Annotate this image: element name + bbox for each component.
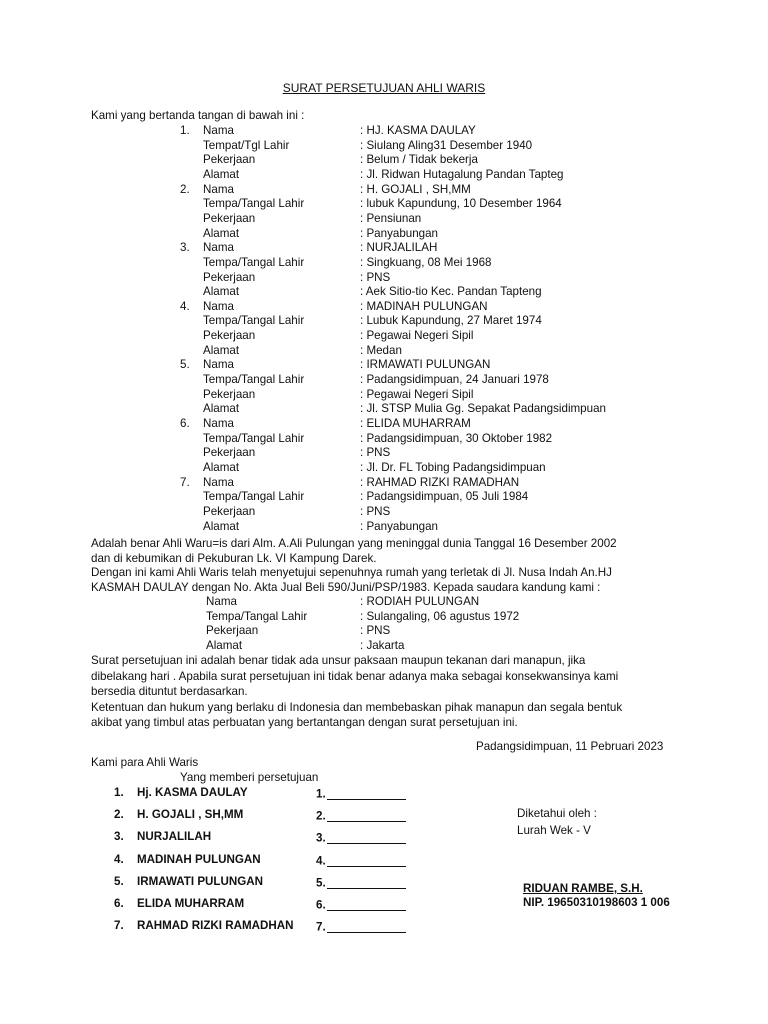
field-value: : ELIDA MUHARRAM [360,417,471,430]
field-label: Pekerjaan [203,270,256,284]
field-label: Pekerjaan [203,211,256,225]
official-title: Lurah Wek - V [517,824,591,837]
field-value: : Lubuk Kapundung, 27 Maret 1974 [360,314,542,328]
field-label: Nama [203,417,234,430]
paragraph-line: dibelakang hari . Apabila surat persetujuan ini tidak benar adanya maka sebagai konsekwansinya kami [91,669,619,683]
heir-number: 6. [180,417,190,430]
signatory-number: 6. [114,897,124,910]
field-label: Nama [206,595,237,608]
signature-number: 1. [316,787,326,801]
heir-number: 2. [180,182,190,196]
field-label: Alamat [203,226,240,240]
field-label: Nama [203,299,234,313]
paragraph-line: bersedia dituntut berdasarkan. [91,685,248,698]
signatory-number: 7. [114,919,124,933]
field-value: : Panyabungan [360,519,439,533]
signature-line [327,809,406,822]
field-label: Pekerjaan [206,624,259,638]
field-value: : RAHMAD RIZKI RAMADHAN [360,475,520,489]
field-value: : Padangsidimpuan, 05 Juli 1984 [360,490,529,504]
signature-line [327,854,406,867]
heirs-caption: Kami para Ahli Waris [91,756,199,769]
signature-slot [316,809,406,822]
signature-line [327,898,406,911]
field-label: Nama [203,124,234,137]
field-label: Alamat [206,638,243,652]
field-value: : Panyabungan [360,226,439,240]
field-value: : NURJALILAH [360,241,438,255]
signature-line [327,787,406,800]
signatory-number: 5. [114,874,124,888]
field-value: : Jl. STSP Mulia Gg. Sepakat Padangsidimpuan [360,402,606,416]
field-value: : Medan [360,343,402,357]
signature-slot [316,854,406,867]
field-value: : Siulang Aling31 Desember 1940 [360,138,533,152]
signature-number: 7. [316,920,326,934]
official-nip: NIP. 19650310198603 1 006 [523,896,670,909]
field-label: Pekerjaan [203,387,256,401]
field-label: Tempa/Tangal Lahir [203,490,305,504]
heir-number: 7. [180,475,190,489]
paragraph-line: dan di kebumikan di Pekuburan Lk. VI Kampung Darek. [91,551,377,565]
official-name: RIDUAN RAMBE, S.H. [523,882,643,895]
field-value: : MADINAH PULUNGAN [360,299,488,313]
field-value: : Sulangaling, 06 agustus 1972 [360,609,520,623]
paragraph-line: Adalah benar Ahli Waru=is dari Alm. A.Ali Pulungan yang meninggal dunia Tanggal 16 Desember 2002 [91,537,617,550]
signatory-name: NURJALILAH [137,830,212,844]
signature-number: 5. [316,876,326,890]
field-value: : Jakarta [360,638,405,652]
field-value: : RODIAH PULUNGAN [360,595,480,608]
field-label: Tempa/Tangal Lahir [203,373,305,387]
field-value: : HJ. KASMA DAULAY [360,124,476,137]
signature-number: 3. [316,831,326,845]
signatory-name: ELIDA MUHARRAM [137,897,245,910]
field-value: : Pensiunan [360,211,422,225]
paragraph-line: Surat persetujuan ini adalah benar tidak ada unsur paksaan maupun tekanan dari manapun, jika [91,654,586,667]
document-title: SURAT PERSETUJUAN AHLI WARIS [282,81,486,95]
field-value: : PNS [360,270,391,284]
field-label: Alamat [203,460,240,474]
signature-slot [316,831,406,844]
field-value: : Singkuang, 08 Mei 1968 [360,255,492,269]
field-label: Pekerjaan [203,446,256,460]
signature-line [327,831,406,844]
paragraph-line: akibat yang timbul atas perbuatan yang bertantangan dengan surat persetujuan ini. [91,716,518,729]
signature-number: 6. [316,898,326,912]
signature-line [327,920,406,933]
field-value: : PNS [360,504,391,518]
field-label: Pekerjaan [203,153,256,167]
field-value: : Jl. Ridwan Hutagalung Pandan Tapteg [360,167,564,181]
field-value: : lubuk Kapundung, 10 Desember 1964 [360,197,562,211]
signature-slot [316,920,406,933]
known-by-label: Diketahui oleh : [517,807,597,820]
signature-number: 2. [316,809,326,823]
field-label: Pekerjaan [203,329,256,343]
heir-number: 4. [180,299,190,313]
field-value: : H. GOJALI , SH,MM [360,182,471,196]
field-value: : Padangsidimpuan, 30 Oktober 1982 [360,431,553,445]
field-label: Alamat [203,285,240,299]
signatory-name: Hj. KASMA DAULAY [137,786,248,799]
signatory-name: RAHMAD RIZKI RAMADHAN [137,919,294,933]
field-label: Pekerjaan [203,504,256,518]
field-label: Alamat [203,402,240,416]
field-value: : Padangsidimpuan, 24 Januari 1978 [360,373,549,387]
consent-caption: Yang memberi persetujuan [180,771,319,784]
heir-number: 5. [180,358,190,372]
signatory-name: IRMAWATI PULUNGAN [137,874,264,888]
field-value: : PNS [360,624,391,638]
field-label: Tempa/Tangal Lahir [206,609,308,623]
field-value: : Jl. Dr. FL Tobing Padangsidimpuan [360,460,546,474]
heir-number: 3. [180,241,190,255]
heir-number: 1. [180,124,190,137]
field-label: Tempat/Tgl Lahir [203,138,290,152]
field-label: Tempa/Tangal Lahir [203,431,305,445]
signatory-number: 2. [114,808,124,822]
field-value: : Aek Sitio-tio Kec. Pandan Tapteng [360,285,542,299]
signature-slot [316,787,406,800]
paragraph-line: KASMAH DAULAY dengan No. Akta Jual Beli 590/Juni/PSP/1983. Kepada saudara kandung kami : [91,580,601,594]
field-label: Alamat [203,167,240,181]
field-label: Nama [203,475,234,489]
signatory-number: 4. [114,852,124,866]
field-label: Alamat [203,343,240,357]
field-label: Alamat [203,519,240,533]
field-value: : Belum / Tidak bekerja [360,153,478,167]
field-label: Nama [203,358,234,372]
field-value: : PNS [360,446,391,460]
field-label: Nama [203,182,234,196]
paragraph-line: Ketentuan dan hukum yang berlaku di Indonesia dan membebaskan pihak manapun dan segala bentuk [91,700,623,714]
place-date: Padangsidimpuan, 11 Pebruari 2023 [476,740,664,753]
field-label: Tempa/Tangal Lahir [203,255,305,269]
signatory-name: MADINAH PULUNGAN [137,852,261,866]
field-label: Tempa/Tangal Lahir [203,314,305,328]
signature-line [327,876,406,889]
field-value: : IRMAWATI PULUNGAN [360,358,491,372]
signatory-name: H. GOJALI , SH,MM [137,808,244,822]
signature-slot [316,898,406,911]
signature-slot [316,876,406,889]
intro-text: Kami yang bertanda tangan di bawah ini : [91,109,305,122]
field-value: : Pegawai Negeri Sipil [360,387,474,401]
paragraph-line: Dengan ini kami Ahli Waris telah menyetujui sepenuhnya rumah yang terletak di Jl. Nusa Indah An.HJ [91,566,612,580]
signatory-number: 3. [114,830,124,844]
signatory-number: 1. [114,786,124,799]
field-label: Nama [203,241,234,255]
field-label: Tempa/Tangal Lahir [203,197,305,211]
field-value: : Pegawai Negeri Sipil [360,329,474,343]
signature-number: 4. [316,854,326,867]
